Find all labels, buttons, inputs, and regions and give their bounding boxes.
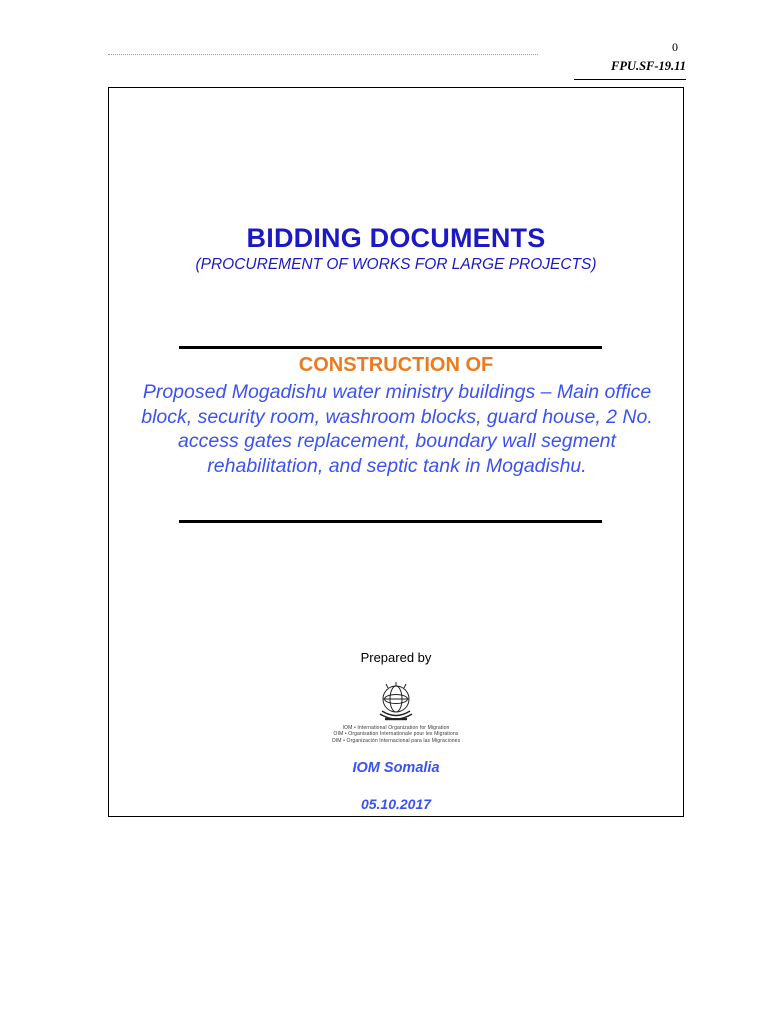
form-code: FPU.SF-19.11 [610,59,686,73]
globe-icon [368,680,424,724]
section-heading: CONSTRUCTION OF [298,354,494,376]
header-underline [574,79,686,80]
office-name: IOM Somalia [352,760,440,776]
header-dotted-rule [108,54,538,55]
logo-line-es: OIM • Organización Internacional para las Migraciones [331,737,461,744]
page-number: 0 [672,40,678,54]
document-title: BIDDING DOCUMENTS [246,223,546,253]
project-description: Proposed Mogadishu water ministry buildings – Main office block, security room, washroom blocks, guard house, 2 No. access gates replacement, boundary wall segment rehabilitation, and septic tank in Mogadishu. [141,381,653,477]
divider-bottom [179,520,602,523]
document-date: 05.10.2017 [360,796,432,812]
iom-logo [109,680,683,744]
logo-line-fr: OIM • Organisation Internationale pour les Migrations [333,731,459,738]
page-header [108,40,686,80]
prepared-by-label: Prepared by [360,650,432,665]
divider-top [179,346,602,349]
logo-line-en: IOM • International Organization for Migration [342,725,450,731]
cover-page-box [108,87,684,817]
document-subtitle: (PROCUREMENT OF WORKS FOR LARGE PROJECTS) [195,256,597,273]
